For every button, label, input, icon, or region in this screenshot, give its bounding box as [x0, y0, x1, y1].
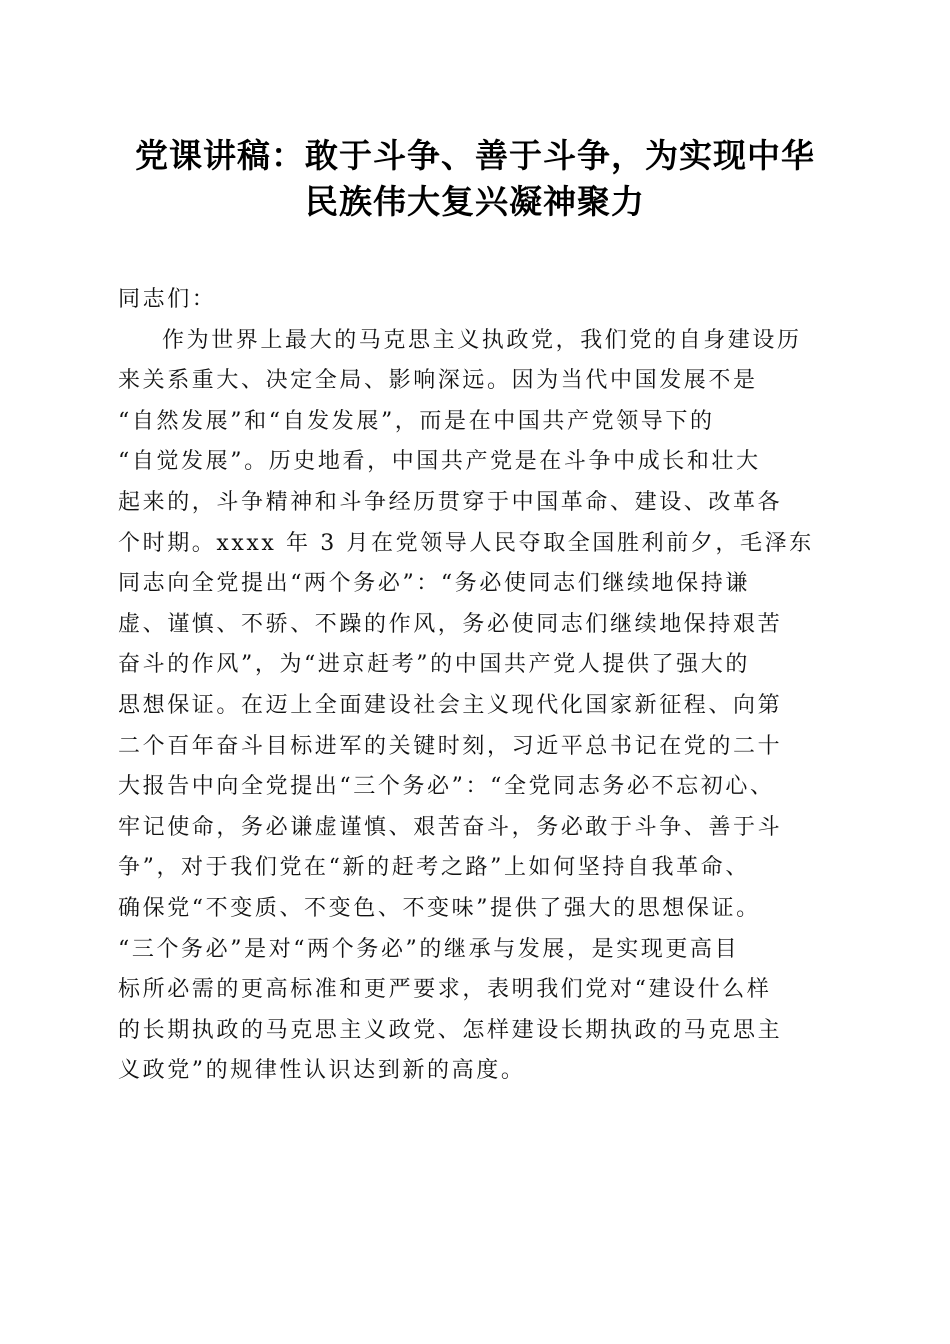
paragraph-line: 二个百年奋斗目标进军的关键时刻，习近平总书记在党的二十 — [118, 733, 783, 759]
paragraph-line: 虚、谨慎、不骄、不躁的作风，务必使同志们继续地保持艰苦 — [118, 611, 783, 637]
salutation: 同志们： — [118, 287, 217, 312]
title-line-1: 党课讲稿：敢于斗争、善于斗争，为实现中华 — [135, 136, 815, 175]
paragraph-line: 义政党”的规律性认识达到新的高度。 — [118, 1058, 526, 1084]
paragraph-line: 确保党“不变质、不变色、不变味”提供了强大的思想保证。 — [118, 895, 761, 921]
paragraph-line: 牢记使命，务必谦虚谨慎、艰苦奋斗，务必敢于斗争、善于斗 — [118, 814, 783, 840]
document-body — [118, 280, 838, 1092]
paragraph-line: 作为世界上最大的马克思主义执政党，我们党的自身建设历 — [162, 327, 802, 353]
paragraph-line: 奋斗的作风”，为“进京赶考”的中国共产党人提供了强大的 — [118, 652, 750, 678]
paragraph-line: 大报告中向全党提出“三个务必”：“全党同志务必不忘初心、 — [118, 774, 775, 800]
paragraph-line: “三个务必”是对“两个务必”的继承与发展，是实现更高目 — [118, 936, 740, 962]
document-title — [100, 133, 850, 225]
title-line-2: 民族伟大复兴凝神聚力 — [305, 182, 645, 221]
paragraph-line: 思想保证。在迈上全面建设社会主义现代化国家新征程、向第 — [118, 692, 783, 718]
paragraph-line: 争”，对于我们党在“新的赶考之路”上如何坚持自我革命、 — [118, 855, 750, 881]
paragraph-line: “自觉发展”。历史地看，中国共产党是在斗争中成长和壮大 — [118, 449, 761, 475]
paragraph-line: 起来的，斗争精神和斗争经历贯穿于中国革命、建设、改革各 — [118, 489, 783, 515]
paragraph-line: 标所必需的更高标准和更严要求，表明我们党对“建设什么样 — [118, 977, 772, 1003]
paragraph-line: 个时期。xxxx 年 3 月在党领导人民夺取全国胜利前夕，毛泽东 — [118, 530, 814, 556]
paragraph-line: “自然发展”和“自发发展”，而是在中国共产党领导下的 — [118, 408, 715, 434]
paragraph — [118, 321, 838, 1092]
paragraph-line: 来关系重大、决定全局、影响深远。因为当代中国发展不是 — [118, 368, 758, 394]
paragraph-line: 的长期执政的马克思主义政党、怎样建设长期执政的马克思主 — [118, 1017, 783, 1043]
paragraph-line: 同志向全党提出“两个务必”：“务必使同志们继续地保持谦 — [118, 571, 750, 597]
